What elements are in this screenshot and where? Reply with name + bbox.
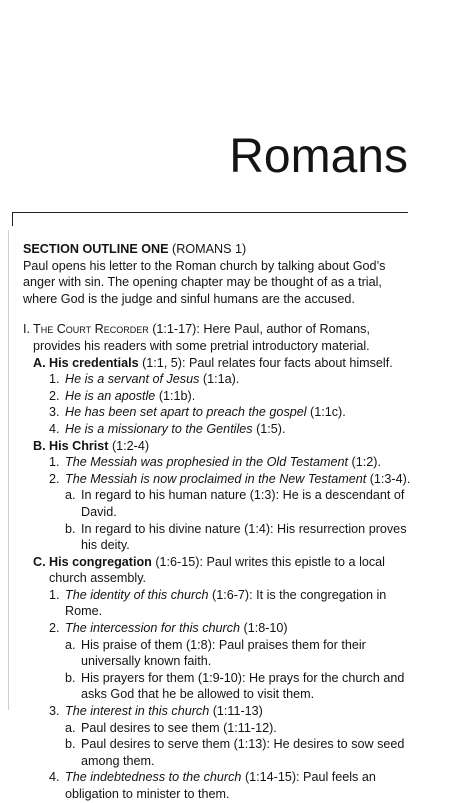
outline-item-text: Paul relates four facts about himself.	[189, 355, 393, 370]
outline-marker: 1.	[49, 587, 60, 602]
outline-item-ref: (1:1c).	[310, 405, 346, 420]
outline-item-text: Paul feels an obligation to minister to them.	[65, 770, 376, 801]
outline-marker: b.	[65, 737, 76, 752]
book-title: Romans	[229, 130, 408, 183]
outline-item-ref: (1:8-10)	[243, 621, 288, 636]
outline-item-title: He has been set apart to preach the gospel	[65, 405, 307, 420]
outline-sublist-C2	[65, 637, 415, 703]
outline-item-text: His praise of them (1:8): Paul praises them for their universally known faith.	[81, 637, 366, 669]
outline-item-title: He is a missionary to the Gentiles	[65, 421, 253, 436]
outline-sublist-A	[49, 371, 415, 437]
outline-item-B2a	[65, 487, 415, 520]
outline-item-text: His prayers for them (1:9-10): He prays for the church and asks God that he be allowed to visit them.	[81, 670, 405, 702]
outline-marker: b.	[65, 670, 76, 685]
outline-marker: b.	[65, 521, 76, 536]
outline-item-C3b	[65, 736, 415, 769]
outline-list	[23, 321, 415, 802]
outline-item-title: The indebtedness to the church	[65, 770, 242, 785]
outline-marker: a.	[65, 720, 76, 735]
outline-marker: I.	[23, 322, 30, 337]
outline-item-B2b	[65, 521, 415, 554]
outline-item-C1	[49, 587, 415, 620]
outline-item-C4	[49, 769, 415, 802]
outline-item-title: The Messiah is now proclaimed in the New Testament	[65, 471, 367, 486]
outline-item-A2	[49, 388, 415, 405]
outline-marker: 4.	[49, 770, 60, 785]
section-rule-corner	[12, 212, 13, 226]
outline-item-text: Paul desires to serve them (1:13): He desires to sow seed among them.	[81, 737, 405, 768]
outline-item-title: His credentials	[49, 355, 139, 370]
outline-item-text: In regard to his divine nature (1:4): His resurrection proves his deity.	[81, 521, 407, 553]
outline-marker: 2.	[49, 621, 60, 636]
outline-item-ref: (1:6-15):	[155, 554, 203, 569]
outline-item-text: In regard to his human nature (1:3): He is a descendant of David.	[81, 488, 405, 519]
outline-item-ref: (1:14-15):	[244, 770, 300, 785]
outline-marker: a.	[65, 637, 76, 652]
outline-item-A4	[49, 421, 415, 438]
outline-item-C	[33, 554, 415, 803]
outline-marker: 1.	[49, 372, 60, 387]
outline-item-C3	[49, 703, 415, 769]
section-heading	[23, 241, 415, 258]
outline-marker: C.	[33, 554, 46, 569]
outline-item-ref: (1:5).	[256, 421, 286, 436]
section-rule	[12, 212, 408, 213]
outline-sublist-B2	[65, 487, 415, 553]
outline-marker: A.	[33, 355, 46, 370]
outline-sublist-B	[49, 454, 415, 554]
outline-item-title: The identity of this church	[65, 587, 209, 602]
outline-item-title: He is a servant of Jesus	[65, 372, 200, 387]
outline-item-ref: (1:1, 5):	[142, 355, 186, 370]
outline-item-ref: (1:2-4)	[111, 438, 150, 453]
section-label: SECTION OUTLINE ONE	[23, 242, 169, 256]
outline-marker: 1.	[49, 455, 60, 470]
outline-marker: 4.	[49, 421, 60, 436]
outline-content	[23, 241, 415, 803]
outline-item-text: Paul writes this epistle to a local church assembly.	[49, 554, 385, 586]
outline-item-ref: (1:1a).	[202, 372, 240, 387]
outline-item-title: The interest in this church	[65, 704, 210, 719]
outline-sublist-C3	[65, 720, 415, 770]
outline-item-B	[33, 438, 415, 554]
section-ref: (ROMANS 1)	[172, 242, 247, 256]
outline-item-A1	[49, 371, 415, 388]
outline-item-text: Here Paul, author of Romans, provides his readers with some pretrial introductory material.	[33, 322, 370, 353]
outline-item-text: Paul desires to see them (1:11-12).	[81, 720, 277, 735]
outline-item-ref: (1:3-4).	[369, 471, 411, 486]
outline-marker: a.	[65, 488, 76, 503]
outline-item-B1	[49, 454, 415, 471]
outline-item-title: The Messiah was prophesied in the Old Testament	[65, 455, 349, 470]
outline-marker: 3.	[49, 405, 60, 420]
outline-item-title: His Christ	[49, 438, 109, 453]
outline-item-A	[33, 355, 415, 438]
outline-item-C2	[49, 620, 415, 703]
outline-marker: B.	[33, 438, 46, 453]
outline-item-C3a	[65, 720, 415, 737]
outline-item-ref: (1:1-17):	[152, 322, 200, 337]
outline-item-ref: (1:2).	[351, 455, 381, 470]
outline-item-C2a	[65, 637, 415, 670]
outline-sublist-I	[33, 355, 415, 803]
outline-item-text: It is the congregation in Rome.	[65, 587, 387, 619]
section-intro: Paul opens his letter to the Roman church by talking about God’s anger with sin. The opening chapter may be thought of as a trial, where God is the judge and sinful humans are the accused.	[23, 258, 386, 306]
outline-marker: 2.	[49, 471, 60, 486]
outline-item-ref: (1:1b).	[158, 388, 196, 403]
page-margin-line	[8, 230, 9, 710]
outline-item-C2b	[65, 670, 415, 703]
outline-item-B2	[49, 471, 415, 554]
outline-sublist-C	[49, 587, 415, 803]
outline-item-A3	[49, 404, 415, 421]
outline-item-ref: (1:6-7):	[212, 587, 253, 602]
outline-item-I	[23, 321, 415, 802]
outline-item-ref: (1:11-13)	[212, 704, 263, 719]
outline-item-title: The Court Recorder	[33, 322, 149, 337]
outline-item-title: He is an apostle	[65, 388, 156, 403]
outline-item-title: His congregation	[49, 554, 152, 569]
outline-item-title: The intercession for this church	[65, 621, 240, 636]
outline-marker: 2.	[49, 388, 60, 403]
outline-marker: 3.	[49, 704, 60, 719]
